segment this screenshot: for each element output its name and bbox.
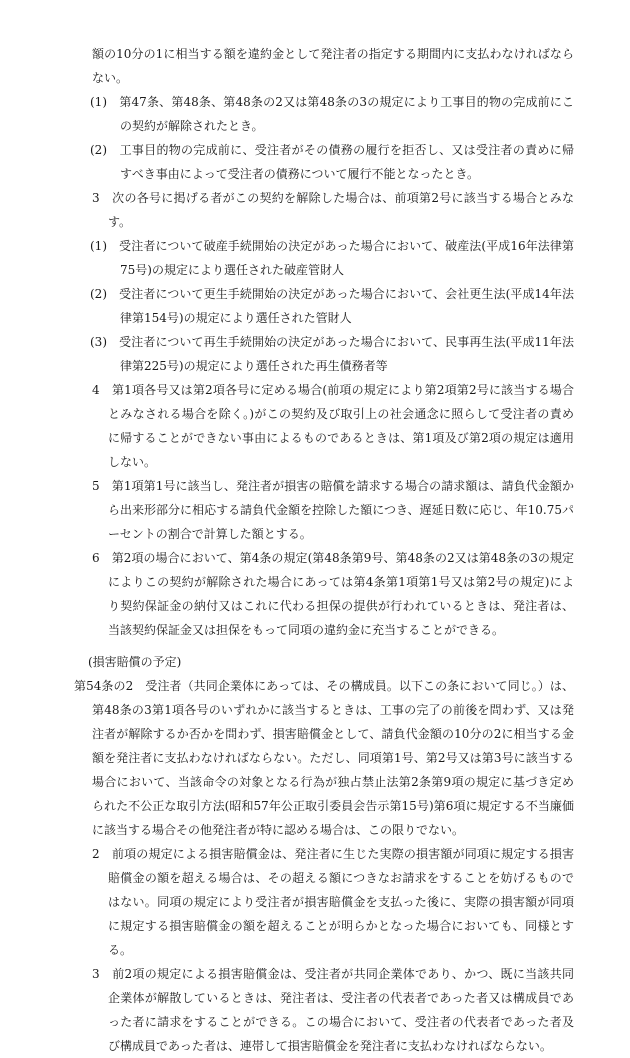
clause-paragraph: (1) 受注者について破産手続開始の決定があった場合において、破産法(平成16年法律第75号)の規定により選任された破産管財人 [90,239,574,277]
clause-paragraph: (2) 工事目的物の完成前に、受注者がその債務の履行を拒否し、又は受注者の責めに帰すべき事由によって受注者の債務について履行不能となったとき。 [90,143,574,181]
clause-paragraph: 4 第1項各号又は第2項各号に定める場合(前項の規定により第2項第2号に該当する場合とみなされる場合を除く。)がこの契約及び取引上の社会通念に照らして受注者の責めに帰することができない事由によるものであるときは、第1項及び第2項の規定は適用しない。 [92,383,574,469]
clause-paragraph: 6 第2項の場合において、第4条の規定(第48条第9号、第48条の2又は第48条の3の規定によりこの契約が解除された場合にあっては第4条第1項第1号又は第2号の規定)により契約保証金の納付又はこれに代わる担保の提供が行われているときは、発注者は、当該契約保証金又は担保をもって同項の違約金に充当することができる。 [92,551,574,637]
clause-paragraph: 3 前2項の規定による損害賠償金は、受注者が共同企業体であり、かつ、既に当該共同企業体が解散しているときは、発注者は、受注者の代表者であった者又は構成員であった者に請求をすることができる。この場合において、受注者の代表者であった者及び構成員であった者は、連帯して損害賠償金を発注者に支払わなければならない。 [92,967,574,1053]
article-paragraph: 第54条の2 受注者（共同企業体にあっては、その構成員。以下この条において同じ。）は、第48条の3第1項各号のいずれかに該当するときは、工事の完了の前後を問わず、又は発注者が解除するか否かを問わず、損害賠償金として、請負代金額の10分の2に相当する金額を発注者に支払わなければならない。ただし、同項第1号、第2号又は第3号に該当する場合において、当該命令の対象となる行為が独占禁止法第2条第9項の規定に基づき定められた不公正な取引方法(昭和57年公正取引委員会告示第15号)第6項に規定する不当廉価に該当する場合その他発注者が特に認める場合は、この限りでない。 [74,679,574,837]
clause-paragraph: 5 第1項第1号に該当し、発注者が損害の賠償を請求する場合の請求額は、請負代金額から出来形部分に相応する請負代金額を控除した額につき、遅延日数に応じ、年10.75パーセントの割合で計算した額とする。 [92,479,574,541]
clause-paragraph: (1) 第47条、第48条、第48条の2又は第48条の3の規定により工事目的物の完成前にこの契約が解除されたとき。 [90,95,574,133]
clause-paragraph: 2 前項の規定による損害賠償金は、発注者に生じた実際の損害額が同項に規定する損害賠償金の額を超える場合は、その超える額につきなお請求をすることを妨げるものではない。同項の規定により受注者が損害賠償金を支払った後に、実際の損害額が同項に規定する損害賠償金の額を超えることが明らかとなった場合においても、同様とする。 [92,847,574,957]
clause-paragraph: 3 次の各号に掲げる者がこの契約を解除した場合は、前項第2号に該当する場合とみなす。 [92,191,574,229]
section-heading: (損害賠償の予定) [88,655,182,669]
clause-paragraph: (3) 受注者について再生手続開始の決定があった場合において、民事再生法(平成11年法律第225号)の規定により選任された再生債務者等 [90,335,574,373]
clause-paragraph: 額の10分の1に相当する額を違約金として発注者の指定する期間内に支払わなければならない。 [92,47,574,85]
document-body [74,42,574,1058]
clause-paragraph: (2) 受注者について更生手続開始の決定があった場合において、会社更生法(平成14年法律第154号)の規定により選任された管財人 [90,287,574,325]
